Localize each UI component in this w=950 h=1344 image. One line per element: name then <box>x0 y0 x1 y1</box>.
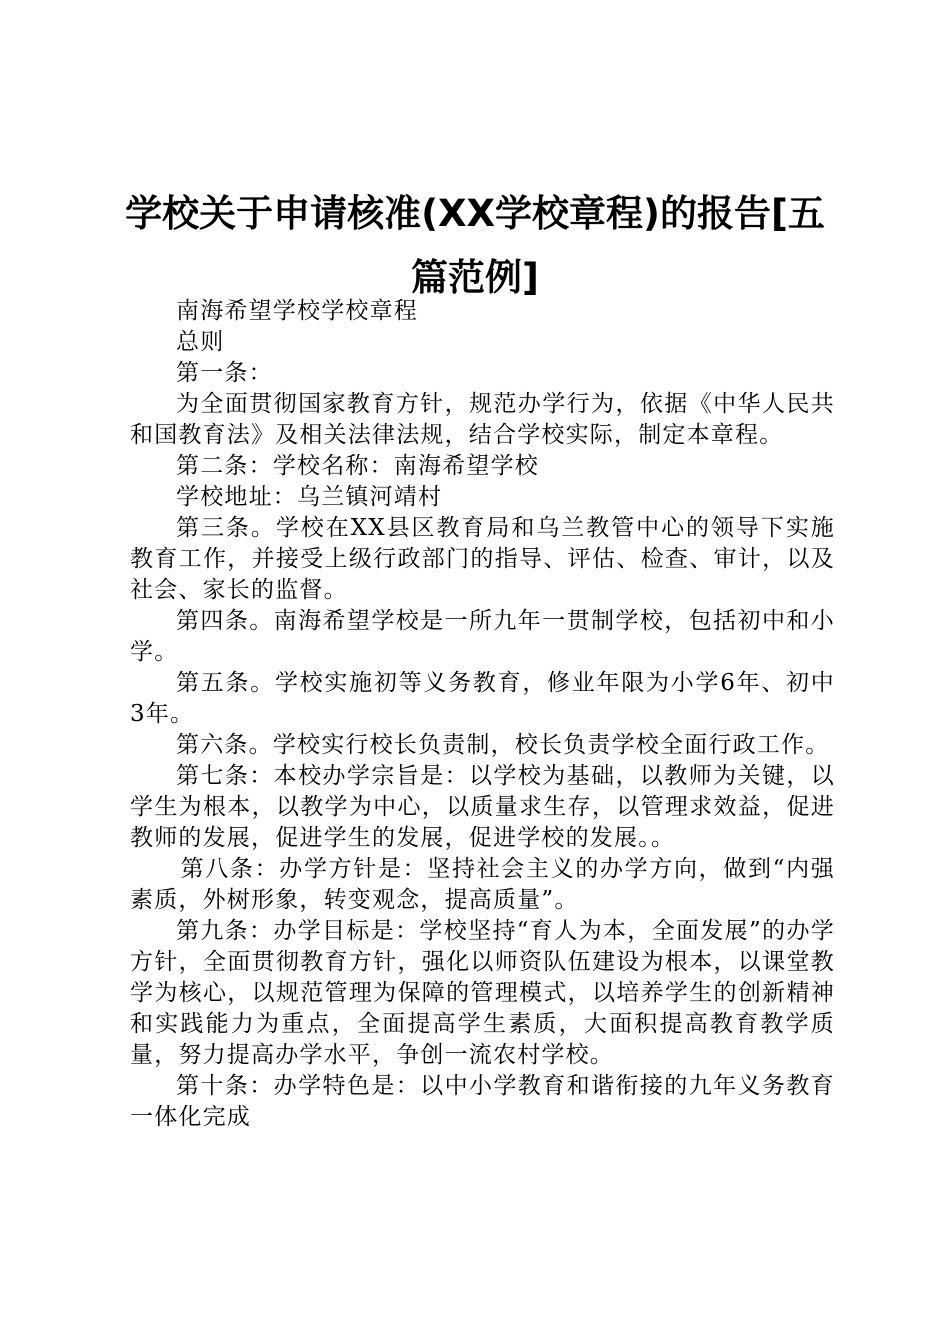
paragraph-article-8: 第八条：办学方针是：坚持社会主义的办学方向，做到“内强素质，外树形象，转变观念，提高质量”。 <box>130 856 835 913</box>
paragraph-article-7: 第七条：本校办学宗旨是：以学校为基础，以教师为关键，以学生为根本，以教学为中心，以质量求生存，以管理求效益，促进教师的发展，促进学生的发展，促进学校的发展。。 <box>130 763 835 851</box>
document-body <box>130 296 835 1133</box>
paragraph-article-3: 第三条。学校在XX县区教育局和乌兰教管中心的领导下实施教育工作，并接受上级行政部门的指导、评估、检查、审计，以及社会、家长的监督。 <box>130 515 835 603</box>
paragraph-article-9: 第九条：办学目标是：学校坚持“育人为本，全面发展”的办学方针，全面贯彻教育方针，强化以师资队伍建设为根本，以课堂教学为核心，以规范管理为保障的管理模式，以培养学生的创新精神和实践能力为重点，全面提高学生素质，大面积提高教育教学质量，努力提高办学水平，争创一流农村学校。 <box>130 918 835 1068</box>
paragraph-article-2: 第二条：学校名称：南海希望学校 <box>176 453 539 479</box>
paragraph-school-charter-name: 南海希望学校学校章程 <box>176 298 418 324</box>
paragraph-article-6: 第六条。学校实行校长负责制，校长负责学校全面行政工作。 <box>176 732 830 758</box>
document-title: 学校关于申请核准(XX学校章程)的报告[五篇范例] <box>125 192 825 299</box>
paragraph-article-1-heading: 第一条： <box>176 360 273 386</box>
paragraph-article-1-body: 为全面贯彻国家教育方针，规范办学行为，依据《中华人民共和国教育法》及相关法律法规，结合学校实际，制定本章程。 <box>130 391 835 448</box>
paragraph-school-address: 学校地址：乌兰镇河靖村 <box>176 484 443 510</box>
paragraph-article-5: 第五条。学校实施初等义务教育，修业年限为小学6年、初中3年。 <box>130 670 835 727</box>
paragraph-general-provisions: 总则 <box>176 329 225 355</box>
paragraph-article-4: 第四条。南海希望学校是一所九年一贯制学校，包括初中和小学。 <box>130 608 835 665</box>
paragraph-article-10: 第十条：办学特色是：以中小学教育和谐衔接的九年义务教育一体化完成 <box>130 1073 835 1130</box>
